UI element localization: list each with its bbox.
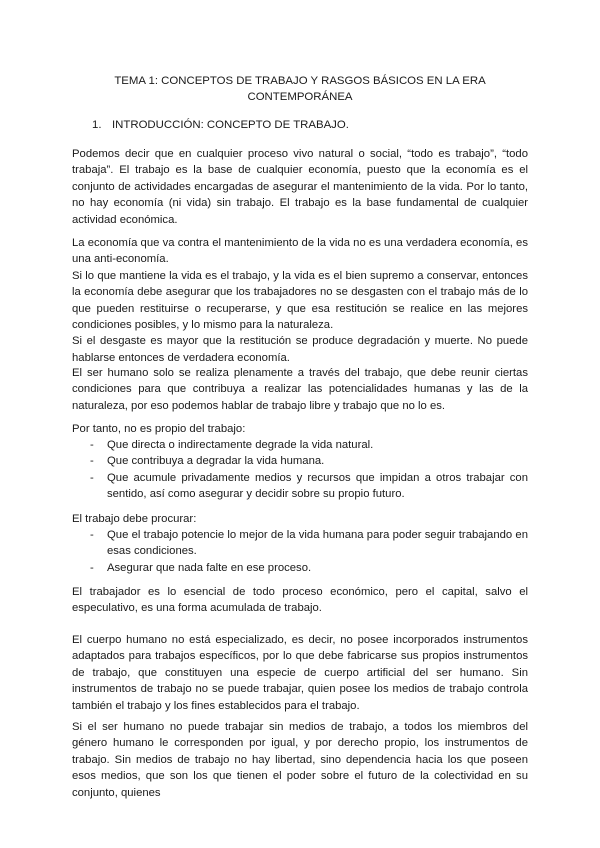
dash-bullet: -: [90, 455, 94, 468]
dash-bullet: -: [90, 439, 94, 451]
document-title: [72, 73, 528, 105]
section-number: 1.: [92, 119, 102, 131]
dash-bullet: -: [90, 561, 94, 574]
paragraph-2a: La economía que va contra el mantenimiento de la vida no es una verdadera economía, es una anti-economía.: [72, 237, 528, 266]
paragraph-4: El trabajador es lo esencial de todo proceso económico, pero el capital, salvo el especulativo, es una forma acumulada de trabajo.: [72, 586, 528, 615]
paragraph-5: El cuerpo humano no está especializado, es decir, no posee incorporados instrumentos adaptados para trabajos específicos, por lo que debe fabricarse sus propios instrumentos de trabajo, que constituyen una especie de cuerpo artificial del ser humano. Sin instrumentos de trabajo no se puede trabajar, quien posee los medios de trabajo controla también el trabajo y los fines establecidos para el trabajo.: [72, 634, 528, 712]
list-item: - Que directa o indirectamente degrade la vida natural.: [72, 437, 528, 453]
dash-bullet: -: [90, 471, 94, 484]
paragraph-1: Podemos decir que en cualquier proceso vivo natural o social, “todo es trabajo”, “todo trabaja”. El trabajo es la base de cualquier economía, puesto que la economía es el conjunto de actividades encargadas de asegurar el mantenimiento de la vida. Por lo tanto, no hay economía (ni vida) sin trabajo. El trabajo es la base fundamental de cualquier actividad económica.: [72, 148, 528, 226]
list-1-lead: Por tanto, no es propio del trabajo:: [72, 423, 246, 435]
list-item: - Asegurar que nada falte en ese proceso.: [72, 560, 528, 576]
list-2-lead: El trabajo debe procurar:: [72, 513, 197, 525]
paragraph-6: Si el ser humano no puede trabajar sin medios de trabajo, a todos los miembros del género humano le corresponden por igual, y por derecho propio, los instrumentos de trabajo. Sin medios de trabajo no hay libertad, sino dependencia hacia los que poseen esos medios, que son los que tienen el poder sobre el futuro de la colectividad en su conjunto, quienes: [72, 721, 528, 799]
section-heading: [92, 117, 349, 133]
list-item: - Que contribuya a degradar la vida humana.: [72, 453, 528, 469]
paragraph-2b: Si lo que mantiene la vida es el trabajo, y la vida es el bien supremo a conservar, entonces la economía debe asegurar que los trabajadores no se desgasten con el trabajo más de lo que pueden restituirse o recuperarse, y que esa restitución se realice en las mejores condiciones posibles, y lo mismo para la naturaleza.: [72, 269, 528, 332]
section-title: INTRODUCCIÓN: CONCEPTO DE TRABAJO.: [112, 119, 349, 131]
list-item: - Que acumule privadamente medios y recursos que impidan a otros trabajar con sentido, así como asegurar y decidir sobre su propio futuro.: [90, 471, 528, 501]
list-item: - Que el trabajo potencie lo mejor de la vida humana para poder seguir trabajando en esas condiciones.: [90, 529, 528, 558]
list-2: [72, 527, 528, 576]
list-1: [72, 437, 528, 503]
dash-bullet: -: [90, 529, 94, 541]
title-line-1: TEMA 1: CONCEPTOS DE TRABAJO Y RASGOS BÁSICOS EN LA ERA: [114, 75, 486, 87]
paragraph-3: El ser humano solo se realiza plenamente a través del trabajo, que debe reunir ciertas condiciones para que contribuya a realizar las potencialidades humanas y las de la naturaleza, por eso podemos hablar de trabajo libre y trabajo que no lo es.: [72, 367, 528, 412]
paragraph-2: [72, 235, 528, 366]
title-line-2: CONTEMPORÁNEA: [247, 91, 353, 103]
paragraph-2c: Si el desgaste es mayor que la restitución se produce degradación y muerte. No puede hablarse entonces de verdadera economía.: [72, 335, 528, 364]
